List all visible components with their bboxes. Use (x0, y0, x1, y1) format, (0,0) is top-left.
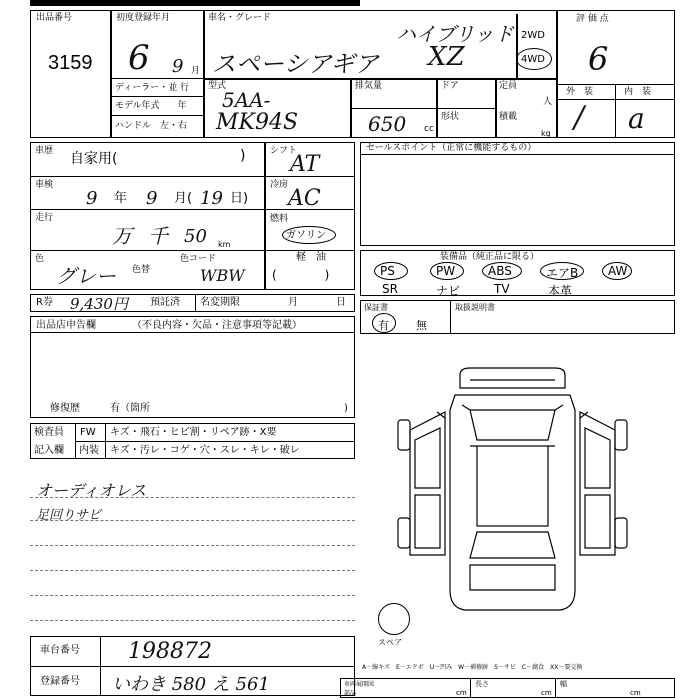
fuel-circle (282, 226, 336, 244)
type-value: 5AA- (222, 88, 271, 112)
report-label: 出品店申告欄 (36, 320, 96, 331)
equip-ps-circle (374, 262, 408, 280)
ac-label: 冷房 (270, 180, 289, 190)
repair-value: 有（箇所 (110, 403, 150, 414)
equip-aw-circle (602, 262, 632, 280)
chassis-label: 車台番号 (40, 645, 80, 656)
drive-2wd: 2WD (521, 30, 545, 41)
score-value: 6 (588, 40, 609, 78)
drive-4wd: 4WD (521, 54, 545, 65)
equip-pw: PW (436, 264, 456, 278)
inspector-label2: 記入欄 (34, 445, 64, 456)
color-value: グレー (56, 264, 116, 288)
carname-label: 車名・グレード (208, 13, 272, 23)
color-code-value: WBW (200, 266, 245, 285)
history-value: 自家用( (70, 151, 118, 167)
cm-3: cm (630, 689, 641, 697)
ext-label: 外 装 (566, 87, 594, 97)
inspection-year: 9 (86, 188, 98, 209)
int-value: a (628, 102, 645, 135)
model-code: MK94S (216, 110, 299, 135)
fuel-label: 燃料 (270, 214, 289, 224)
handle-label: ハンドル 左・右 (115, 121, 188, 131)
score-label: 評 価 点 (576, 14, 609, 24)
recycle-label: R券 (36, 297, 53, 308)
listing-no-label: 出品番号 (36, 13, 73, 23)
note-line-2: 足回りサビ (36, 508, 102, 523)
body-label: 車両展開図 (344, 681, 375, 688)
equip-aw: AW (608, 264, 628, 278)
mileage-label: 走行 (35, 213, 54, 223)
cm-2: cm (541, 689, 552, 697)
recycle-value: 9,430円 (70, 295, 128, 313)
carname-value: スペーシアギア (212, 50, 379, 78)
width-label: 幅 (560, 680, 567, 688)
int-label: 内 装 (624, 87, 652, 97)
inspection-unit-day: 日) (230, 191, 249, 206)
shift-value: AT (290, 152, 320, 177)
inspector-in-text: キズ・汚レ・コゲ・穴・スレ・キレ・破レ (110, 445, 300, 456)
bottom-parts-frame (340, 678, 675, 698)
shape-label: 形状 (441, 112, 460, 122)
load-unit: kg (541, 129, 551, 138)
inspection-unit-month: 月( (174, 191, 193, 206)
manual-label: 取扱説明書 (455, 303, 495, 312)
inspector-fw: FW (80, 427, 96, 438)
warranty-frame (360, 300, 675, 334)
ext-value: / (574, 100, 585, 135)
repair-label: 修復歴 (50, 403, 80, 414)
parts-label: 部品 (344, 690, 357, 697)
equip-pw-circle (430, 262, 464, 280)
inspection-day: 19 (200, 188, 223, 209)
mileage-man: 万 (112, 224, 132, 248)
drive-4wd-circle (516, 48, 552, 70)
cm-1: cm (456, 689, 467, 697)
first-reg-month: 9 (172, 56, 184, 77)
chassis-value: 198872 (128, 639, 212, 664)
listing-no: 3159 (48, 52, 93, 74)
inspector-label1: 検査員 (34, 427, 64, 438)
equipment-label: 装備品（純正品に限る） (440, 252, 540, 262)
shift-label: シフト (270, 146, 298, 156)
shift-paren: ( ) (272, 268, 330, 282)
report-sub: （不良内容・欠品・注意事項等記載） (132, 320, 302, 331)
equip-tv: TV (494, 282, 510, 296)
recycle-month: 月 (288, 297, 298, 308)
first-reg-year: 6 (128, 38, 150, 78)
length-label: 長さ (475, 680, 489, 688)
grade-value: XZ (428, 42, 465, 72)
inspector-in: 内装 (79, 445, 99, 456)
inspection-unit-year: 年 (114, 191, 128, 206)
month-suffix: 月 (191, 66, 201, 76)
history-label: 車歴 (35, 146, 54, 156)
note-line-1: オーディオレス (36, 481, 147, 500)
auction-logo-bar (30, 0, 360, 6)
warranty-yes: 有 (378, 319, 389, 332)
first-reg-label: 初度登録年月 (116, 13, 171, 23)
equip-leather: 本革 (548, 284, 573, 298)
warranty-label: 保証書 (364, 303, 388, 312)
capacity-unit: 人 (543, 97, 553, 107)
fuel-value: ガソリン (286, 230, 326, 241)
color-code-label: 色コード (180, 254, 217, 264)
hybrid-text: ハイブリッド (396, 22, 514, 46)
equip-airbag-circle (540, 262, 584, 280)
history-close: ) (240, 148, 246, 164)
door-label: ドア (441, 81, 459, 91)
sales-point-label: セールスポイント（正常に機能するもの） (366, 143, 537, 153)
mileage-unit: km (218, 240, 231, 249)
load-label: 積載 (499, 112, 518, 122)
color-label: 色 (35, 254, 45, 264)
model-year-label: モデル年式 年 (115, 101, 187, 111)
repair-close: ) (344, 403, 348, 414)
mileage-sen: 千 (148, 224, 168, 248)
color-change-label: 色替 (132, 265, 151, 275)
plate-label: 登録番号 (40, 676, 80, 687)
fuel-light: 軽 油 (296, 252, 326, 263)
name-change-label: 名変期限 (200, 297, 240, 308)
warranty-yes-circle (372, 313, 396, 333)
dealer-label: ディーラー・並 行 (115, 83, 190, 93)
spare-tire (378, 603, 410, 635)
inspection-month: 9 (146, 188, 158, 209)
mileage-value: 50 (184, 226, 207, 247)
equip-abs-circle (482, 262, 522, 280)
ac-value: AC (288, 186, 321, 211)
disp-label: 排気量 (355, 81, 383, 91)
recycle-deposit-label: 預託済 (150, 297, 180, 308)
equip-airbag: エアB (546, 266, 579, 280)
capacity-label: 定員 (499, 81, 518, 91)
defect-legend: A－線キズ E－エクボ U－凹み W－補修跡 S－サビ C－腐食 XX－要交換 (362, 664, 583, 671)
warranty-no: 無 (416, 319, 427, 332)
inspection-label: 車検 (35, 180, 54, 190)
equip-abs: ABS (488, 264, 512, 278)
disp-unit: cc (424, 124, 434, 134)
inspector-fw-text: キズ・飛石・ヒビ割・リペア跡・X要 (110, 427, 277, 438)
plate-value: いわき 580 え 561 (112, 674, 270, 695)
type-label: 型式 (208, 81, 227, 91)
recycle-day: 日 (336, 297, 346, 308)
sales-point-frame (360, 142, 675, 246)
equip-ps: PS (380, 264, 395, 278)
equip-sr: SR (382, 282, 398, 296)
spare-label: スペア (378, 638, 402, 647)
disp-value: 650 (368, 112, 407, 136)
equip-navi: ナビ (436, 284, 461, 298)
